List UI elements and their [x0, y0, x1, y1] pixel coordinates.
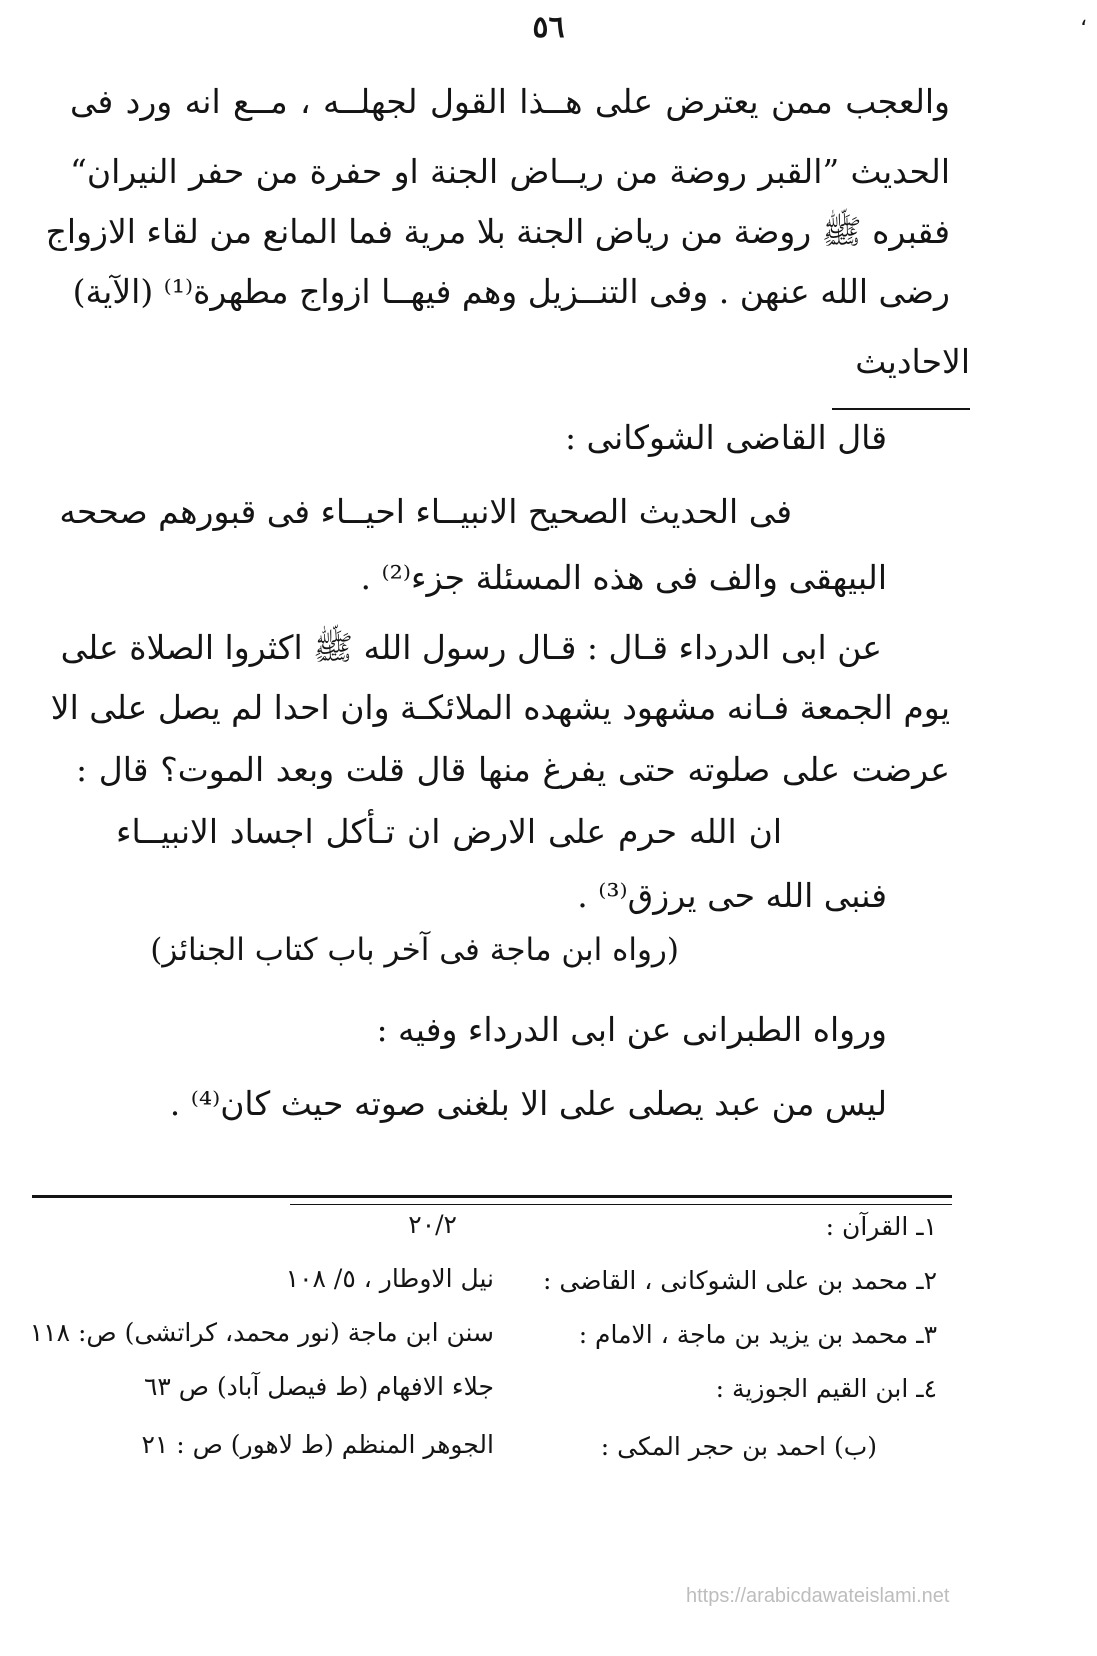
footnote-label: ١ـ القرآن :	[825, 1212, 937, 1241]
intro-line: فقبره ﷺ روضة من رياض الجنة بلا مرية فما المانع من لقاء الازواج	[45, 212, 950, 251]
shawkani-quote-line: البيهقى والف فى هذه المسئلة جزء⁽²⁾ .	[360, 558, 887, 597]
darda-line: يوم الجمعة فـانه مشهود يشهده الملائكـة وان احدا لم يصل على الا	[50, 688, 950, 727]
darda-quote-line: ان الله حرم على الارض ان تـأكل اجساد الانبيــاء	[116, 812, 782, 851]
footnote-source: سنن ابن ماجة (نور محمد، كراتشى) ص: ١١٨	[29, 1318, 494, 1347]
corner-mark: ،	[1080, 6, 1088, 31]
footnote-source: الجوهر المنظم (ط لاهور) ص : ٢١	[141, 1430, 494, 1459]
ibn-majah-note: (رواه ابن ماجة فى آخر باب كتاب الجنائز)	[150, 932, 679, 968]
intro-line: الحديث ”القبر روضة من ريــاض الجنة او حفرة من حفر النيران“	[70, 152, 950, 191]
heading-underline	[832, 408, 970, 410]
shawkani-intro: قال القاضى الشوكانى :	[564, 418, 887, 457]
intro-line: رضى الله عنهن . وفى التنــزيل وهم فيهــا ازواج مطهرة⁽¹⁾ (الآية)	[72, 272, 950, 311]
footnote-label: ٣ـ محمد بن يزيد بن ماجة ، الامام :	[578, 1320, 937, 1349]
footnote-source: نيل الاوطار ، ٥/ ١٠٨	[285, 1264, 494, 1293]
footnote-label: ٢ـ محمد بن على الشوكانى ، القاضى :	[543, 1266, 937, 1295]
footnote-source: جلاء الافهام (ط فيصل آباد) ص ٦٣	[143, 1372, 494, 1401]
footnote-rule	[32, 1195, 952, 1198]
tabarani-intro: ورواه الطبرانى عن ابى الدرداء وفيه :	[376, 1010, 887, 1049]
darda-quote-line: فنبى الله حى يرزق⁽³⁾ .	[577, 876, 887, 915]
shawkani-quote-line: فى الحديث الصحيح الانبيــاء احيــاء فى قبورهم صححه	[59, 492, 792, 531]
page-number: ٥٦	[532, 10, 565, 45]
footnote-label: ٤ـ ابن القيم الجوزية :	[715, 1374, 937, 1403]
footnote-source: ٢٠/٢	[408, 1210, 457, 1239]
tabarani-quote: ليس من عبد يصلى على الا بلغنى صوته حيث كان⁽⁴⁾ .	[169, 1084, 887, 1123]
website-watermark: https://arabicdawateislami.net	[686, 1585, 950, 1607]
footnote-label: (ب) احمد بن حجر المكى :	[600, 1432, 877, 1461]
intro-line: والعجب ممن يعترض على هــذا القول لجهلــه ، مــع انه ورد فى	[70, 82, 950, 121]
footnote-rule-thin	[290, 1204, 952, 1205]
darda-line: عرضت على صلوته حتى يفرغ منها قال قلت وبعد الموت؟ قال :	[76, 750, 950, 789]
darda-line: عن ابى الدرداء قـال : قـال رسول الله ﷺ اكثروا الصلاة على	[60, 628, 882, 667]
section-heading: الاحاديث	[855, 342, 970, 381]
